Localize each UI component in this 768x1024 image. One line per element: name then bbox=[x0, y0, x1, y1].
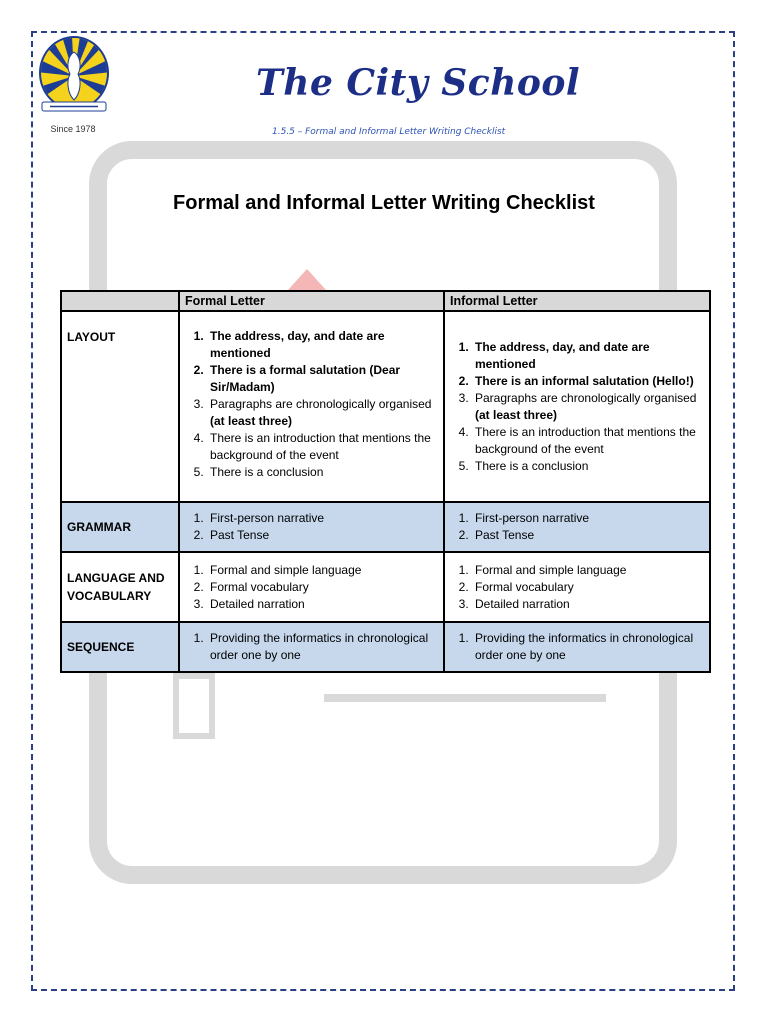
table-row bbox=[61, 502, 710, 552]
formal-cell bbox=[179, 311, 444, 502]
sub-heading: 1.5.5 – Formal and Informal Letter Writing Checklist bbox=[272, 127, 506, 137]
row-category: LANGUAGE AND VOCABULARY bbox=[61, 552, 179, 622]
informal-list bbox=[450, 562, 704, 613]
list-item: 5. There is a conclusion bbox=[207, 464, 438, 481]
list-item: 3. Detailed narration bbox=[472, 596, 704, 613]
school-name: The City School bbox=[256, 62, 581, 104]
list-item: 4. There is an introduction that mentions the background of the event bbox=[472, 424, 704, 458]
school-logo bbox=[36, 36, 116, 136]
informal-cell bbox=[444, 502, 710, 552]
list-item-emphasis: (at least three) bbox=[475, 407, 558, 422]
formal-list bbox=[185, 562, 438, 613]
list-item: 1. First-person narrative bbox=[472, 510, 704, 527]
list-item: 2. There is an informal salutation (Hello!) bbox=[472, 373, 704, 390]
list-item bbox=[207, 396, 438, 430]
list-item: 3. Detailed narration bbox=[207, 596, 438, 613]
list-item: 2. Past Tense bbox=[472, 527, 704, 544]
row-category: SEQUENCE bbox=[61, 622, 179, 672]
column-header: Informal Letter bbox=[444, 291, 710, 311]
list-item: 2. Formal vocabulary bbox=[207, 579, 438, 596]
column-header bbox=[61, 291, 179, 311]
list-item: 2. There is a formal salutation (Dear Sir/Madam) bbox=[207, 362, 438, 396]
list-item: 1. First-person narrative bbox=[207, 510, 438, 527]
list-item: 1. Providing the informatics in chronological order one by one bbox=[472, 630, 704, 664]
table-row bbox=[61, 311, 710, 502]
informal-list bbox=[450, 630, 704, 664]
list-item: 5. There is a conclusion bbox=[472, 458, 704, 475]
table-row bbox=[61, 622, 710, 672]
formal-list bbox=[185, 510, 438, 544]
informal-cell bbox=[444, 552, 710, 622]
column-header: Formal Letter bbox=[179, 291, 444, 311]
formal-list bbox=[185, 630, 438, 664]
list-item: 1. Formal and simple language bbox=[207, 562, 438, 579]
list-item: 2. Formal vocabulary bbox=[472, 579, 704, 596]
list-item: 2. Past Tense bbox=[207, 527, 438, 544]
formal-cell bbox=[179, 622, 444, 672]
list-item: 4. There is an introduction that mentions the background of the event bbox=[207, 430, 438, 464]
formal-list bbox=[185, 328, 438, 481]
formal-cell bbox=[179, 502, 444, 552]
row-category: GRAMMAR bbox=[61, 502, 179, 552]
list-item-emphasis: (at least three) bbox=[210, 414, 293, 428]
list-item-text: Paragraphs are chronologically organised bbox=[475, 390, 697, 405]
list-item: 1. Formal and simple language bbox=[472, 562, 704, 579]
row-category: LAYOUT bbox=[61, 311, 179, 502]
document-title: Formal and Informal Letter Writing Checklist bbox=[173, 192, 595, 214]
informal-cell bbox=[444, 622, 710, 672]
list-item: 1. The address, day, and date are mentioned bbox=[207, 328, 438, 362]
table-row bbox=[61, 552, 710, 622]
list-item bbox=[472, 390, 704, 424]
table-header-row bbox=[61, 291, 710, 311]
list-item-text: Paragraphs are chronologically organised bbox=[210, 397, 432, 411]
school-crest-icon bbox=[36, 36, 112, 122]
informal-cell bbox=[444, 311, 710, 502]
list-item: 1. Providing the informatics in chronological order one by one bbox=[207, 630, 438, 664]
informal-list bbox=[450, 510, 704, 544]
informal-list bbox=[450, 339, 704, 475]
list-item: 1. The address, day, and date are mentioned bbox=[472, 339, 704, 373]
logo-since-text: Since 1978 bbox=[50, 124, 96, 134]
checklist-table bbox=[60, 290, 711, 673]
formal-cell bbox=[179, 552, 444, 622]
